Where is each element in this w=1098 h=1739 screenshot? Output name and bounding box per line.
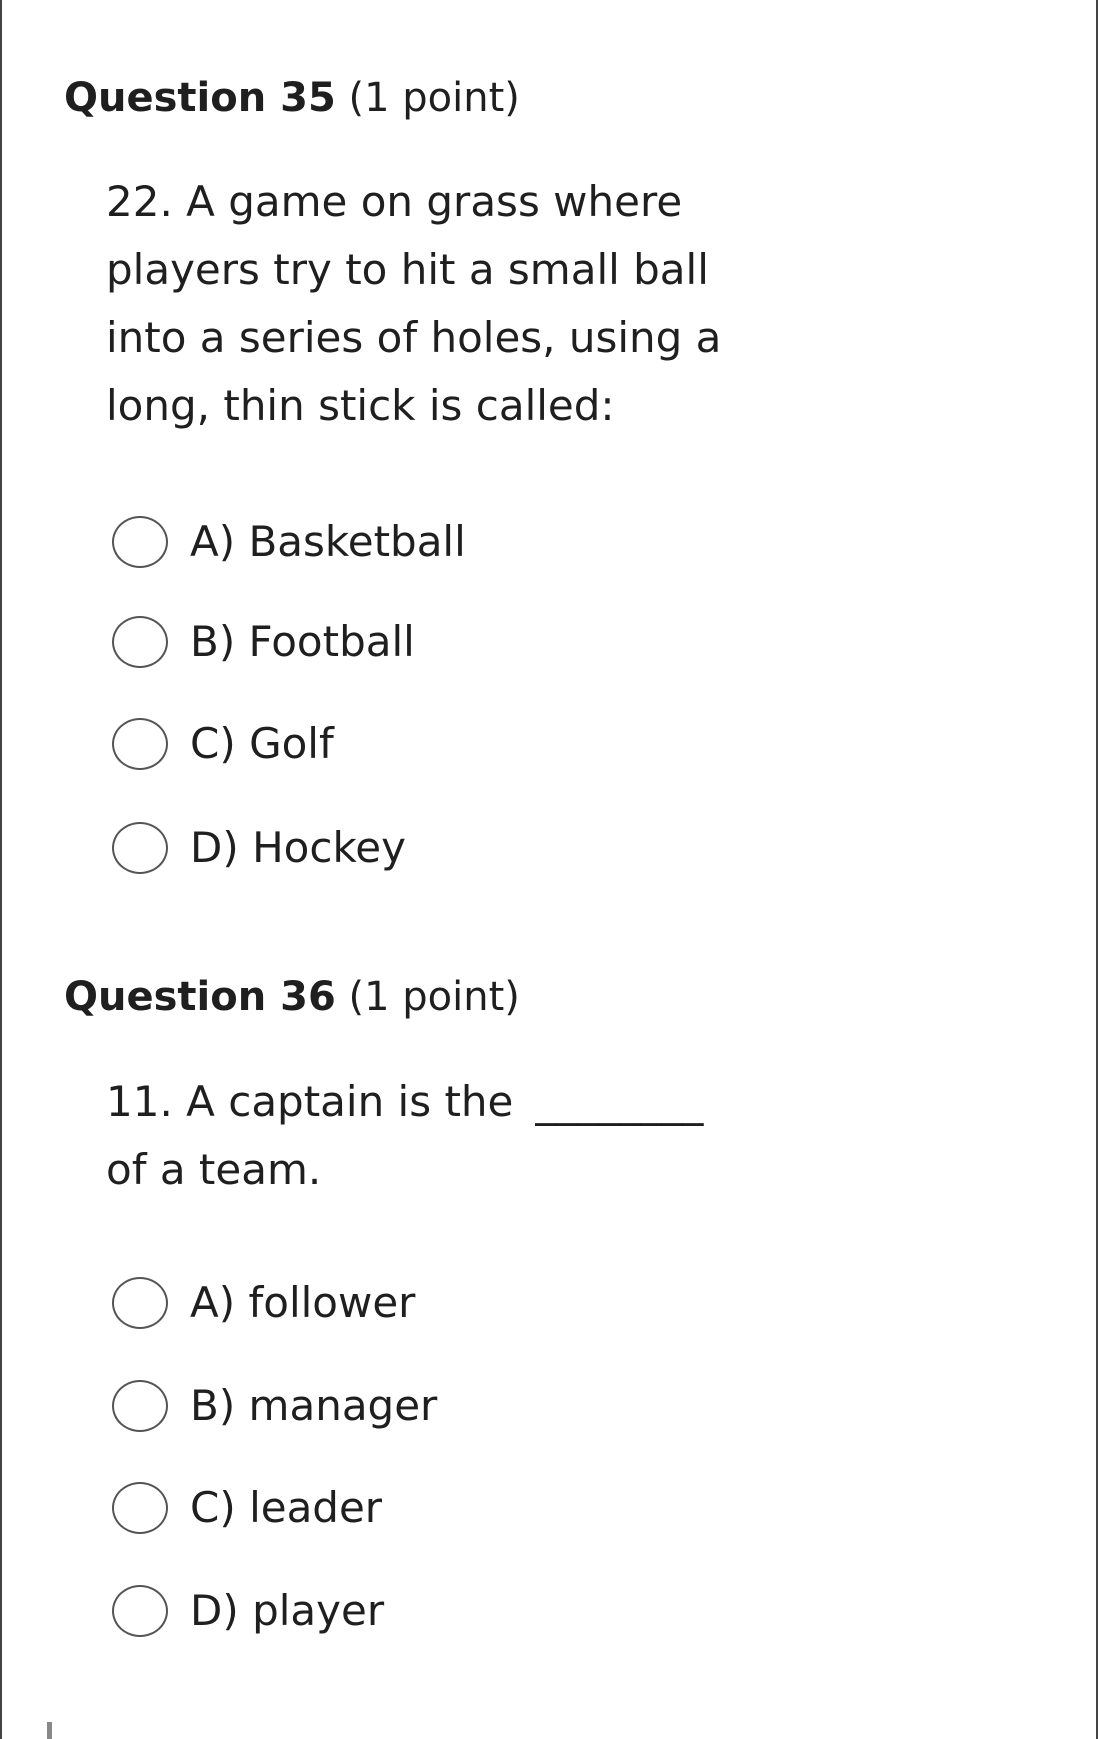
question-35-heading xyxy=(64,73,520,123)
question-35-option-b[interactable] xyxy=(112,610,415,674)
radio-button[interactable] xyxy=(112,1585,168,1637)
question-35-option-a[interactable] xyxy=(112,510,466,574)
radio-button[interactable] xyxy=(112,718,168,770)
question-36-option-a[interactable] xyxy=(112,1271,415,1335)
radio-button[interactable] xyxy=(112,1277,168,1329)
radio-button[interactable] xyxy=(112,1380,168,1432)
question-35-option-d[interactable] xyxy=(112,816,406,880)
question-text-end: of a team. xyxy=(106,1145,322,1194)
question-36-text xyxy=(106,1068,746,1204)
question-36-option-b[interactable] xyxy=(112,1374,437,1438)
option-label: C) Golf xyxy=(190,719,334,768)
question-36-option-d[interactable] xyxy=(112,1579,384,1643)
radio-button[interactable] xyxy=(112,1482,168,1534)
radio-button[interactable] xyxy=(112,516,168,568)
option-label: A) follower xyxy=(190,1278,416,1327)
fill-in-blank: ________ xyxy=(535,1077,704,1126)
option-label: C) leader xyxy=(190,1483,383,1532)
option-label: A) Basketball xyxy=(190,517,466,566)
question-36-heading xyxy=(64,972,520,1022)
question-35-option-c[interactable] xyxy=(112,712,334,776)
question-number: Question 36 xyxy=(64,974,336,1020)
question-text-start: 11. A captain is the xyxy=(106,1077,514,1126)
option-label: B) manager xyxy=(190,1381,438,1430)
option-label: B) Football xyxy=(190,617,415,666)
question-36-option-c[interactable] xyxy=(112,1476,382,1540)
question-points: (1 point) xyxy=(348,974,520,1020)
option-label: D) Hockey xyxy=(190,823,406,872)
question-number: Question 35 xyxy=(64,75,336,121)
left-border xyxy=(0,0,2,1739)
option-label: D) player xyxy=(190,1586,385,1635)
radio-button[interactable] xyxy=(112,616,168,668)
question-points: (1 point) xyxy=(348,75,520,121)
radio-button[interactable] xyxy=(112,822,168,874)
scroll-indicator xyxy=(47,1722,52,1739)
question-35-text: 22. A game on grass where players try to hit a small ball into a series of holes, using a long, thin stick is called: xyxy=(106,177,722,430)
